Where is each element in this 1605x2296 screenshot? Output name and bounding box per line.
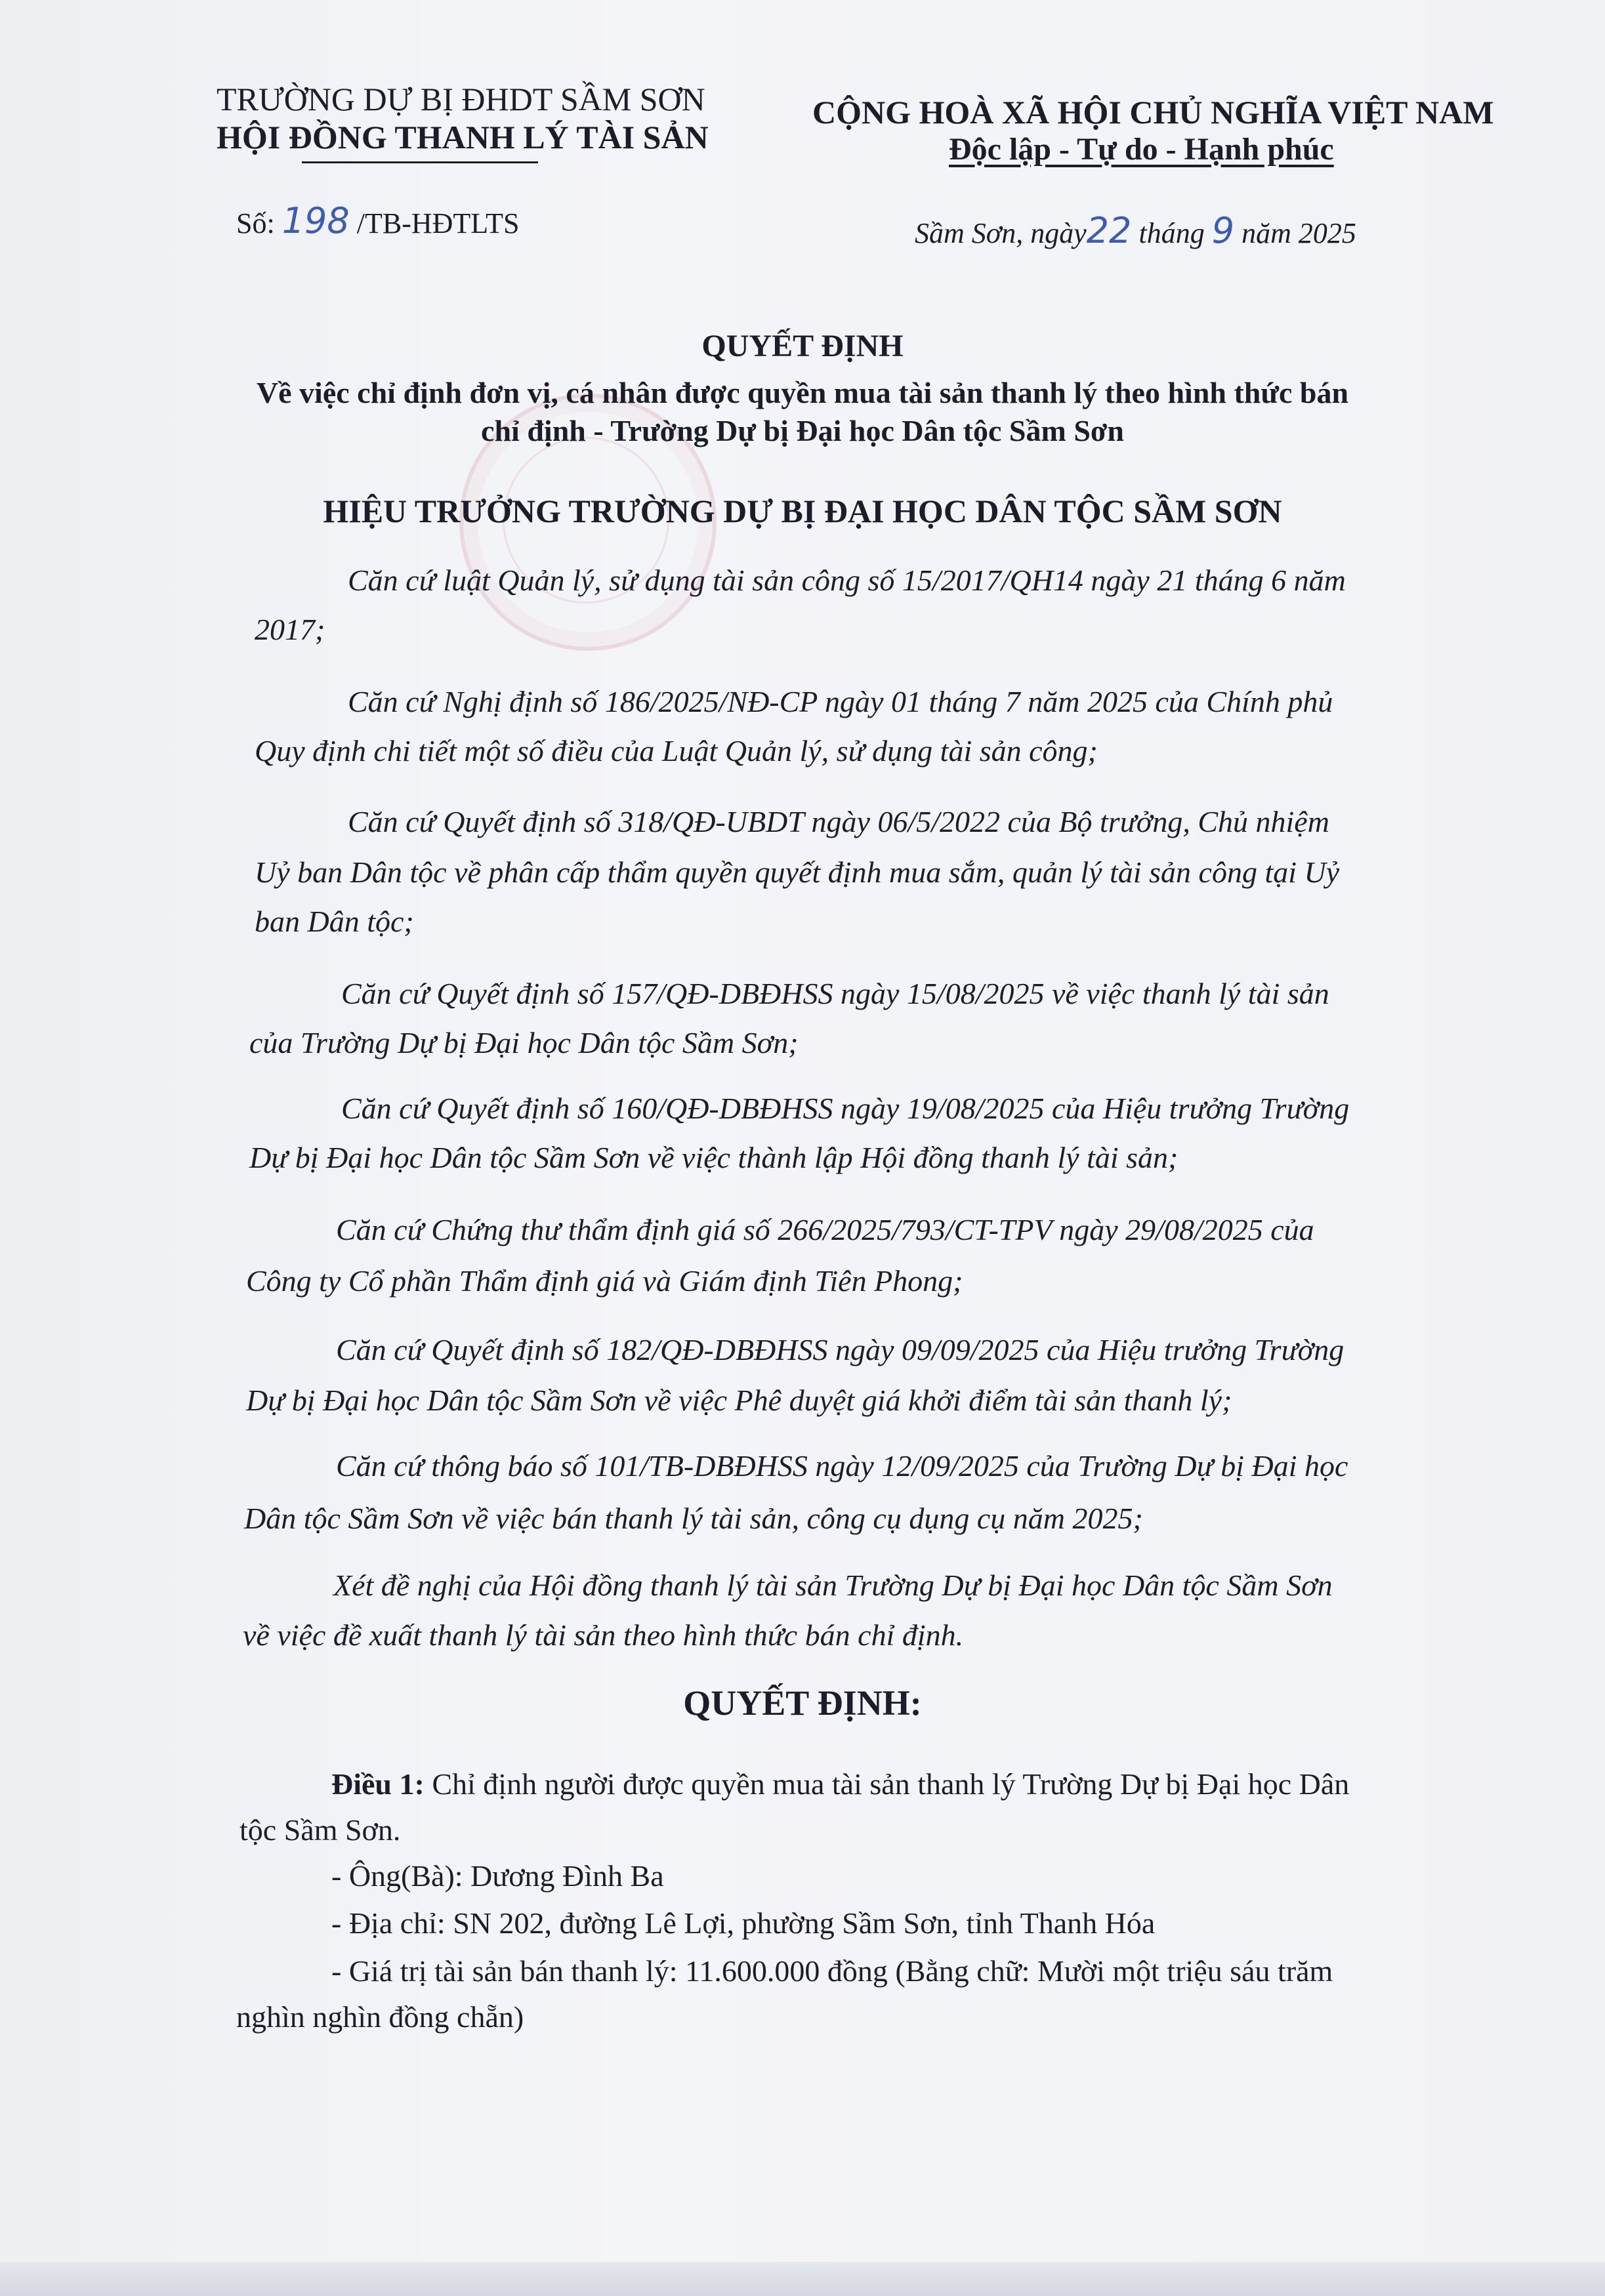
preamble-line: Căn cứ luật Quản lý, sử dụng tài sản công số 15/2017/QH14 ngày 21 tháng 6 năm bbox=[348, 564, 1346, 597]
preamble-line: Dự bị Đại học Dân tộc Sầm Sơn về việc Phê duyệt giá khởi điểm tài sản thanh lý; bbox=[246, 1384, 1232, 1417]
preamble-line: Công ty Cổ phần Thẩm định giá và Giám định Tiên Phong; bbox=[246, 1264, 963, 1298]
document-date: Sầm Sơn, ngày22 tháng 9 năm 2025 bbox=[915, 210, 1356, 251]
decision-heading: QUYẾT ĐỊNH: bbox=[683, 1683, 922, 1723]
council-name: HỘI ĐỒNG THANH LÝ TÀI SẢN bbox=[217, 118, 709, 156]
document-number: Số: 198 /TB-HĐTLTS bbox=[236, 200, 520, 241]
handwritten-month: 9 bbox=[1211, 210, 1235, 251]
decision-title: QUYẾT ĐỊNH bbox=[701, 329, 904, 363]
preamble-line: Quy định chi tiết một số điều của Luật Quản lý, sử dụng tài sản công; bbox=[255, 734, 1098, 768]
preamble-line: Căn cứ Quyết định số 157/QĐ-DBĐHSS ngày 15/08/2025 về việc thanh lý tài sản bbox=[341, 977, 1329, 1010]
preamble-line: Dự bị Đại học Dân tộc Sầm Sơn về việc thành lập Hội đồng thanh lý tài sản; bbox=[249, 1141, 1178, 1174]
preamble-line: 2017; bbox=[255, 613, 325, 646]
handwritten-number: 198 bbox=[281, 200, 350, 241]
article-1-label: Điều 1: bbox=[331, 1767, 425, 1801]
sale-value: - Giá trị tài sản bán thanh lý: 11.600.000 đồng (Bằng chữ: Mười một triệu sáu trăm bbox=[331, 1954, 1333, 1988]
nation-title: CỘNG HOÀ XÃ HỘI CHỦ NGHĨA VIỆT NAM bbox=[812, 94, 1494, 131]
preamble-line: Căn cứ Chứng thư thẩm định giá số 266/2025/793/CT-TPV ngày 29/08/2025 của bbox=[336, 1213, 1314, 1246]
sale-value-words: nghìn nghìn đồng chẵn) bbox=[236, 2000, 524, 2034]
preamble-line: của Trường Dự bị Đại học Dân tộc Sầm Sơn; bbox=[249, 1026, 799, 1059]
article-1-cont: tộc Sầm Sơn. bbox=[240, 1813, 401, 1847]
buyer-name: - Ông(Bà): Dương Đình Ba bbox=[331, 1859, 664, 1893]
issuing-authority: HIỆU TRƯỞNG TRƯỜNG DỰ BỊ ĐẠI HỌC DÂN TỘC SẦM SƠN bbox=[323, 493, 1282, 529]
preamble-line: Căn cứ Quyết định số 160/QĐ-DBĐHSS ngày 19/08/2025 của Hiệu trưởng Trường bbox=[341, 1092, 1350, 1125]
preamble-line: Uỷ ban Dân tộc về phân cấp thẩm quyền quyết định mua sắm, quản lý tài sản công tại Uỷ bbox=[255, 855, 1340, 889]
preamble-line: ban Dân tộc; bbox=[255, 905, 414, 938]
preamble-line: Dân tộc Sầm Sơn về việc bán thanh lý tài sản, công cụ dụng cụ năm 2025; bbox=[244, 1502, 1143, 1535]
org-name: TRƯỜNG DỰ BỊ ĐHDT SẦM SƠN bbox=[217, 81, 705, 117]
preamble-line: Xét đề nghị của Hội đồng thanh lý tài sản Trường Dự bị Đại học Dân tộc Sầm Sơn bbox=[333, 1568, 1333, 1602]
article-1-line: Điều 1: Chỉ định người được quyền mua tài sản thanh lý Trường Dự bị Đại học Dân bbox=[331, 1767, 1350, 1801]
handwritten-day: 22 bbox=[1086, 210, 1132, 251]
preamble-line: Căn cứ thông báo số 101/TB-DBĐHSS ngày 12/09/2025 của Trường Dự bị Đại học bbox=[336, 1449, 1348, 1483]
preamble-line: về việc đề xuất thanh lý tài sản theo hình thức bán chỉ định. bbox=[243, 1618, 964, 1652]
nation-motto: Độc lập - Tự do - Hạnh phúc bbox=[949, 132, 1334, 167]
scan-bottom-edge bbox=[0, 2262, 1605, 2296]
decision-subject-line1: Về việc chỉ định đơn vị, cá nhân được quyền mua tài sản thanh lý theo hình thức bán bbox=[256, 376, 1349, 409]
preamble-line: Căn cứ Nghị định số 186/2025/NĐ-CP ngày 01 tháng 7 năm 2025 của Chính phủ bbox=[348, 685, 1333, 718]
preamble-line: Căn cứ Quyết định số 182/QĐ-DBĐHSS ngày 09/09/2025 của Hiệu trưởng Trường bbox=[336, 1333, 1344, 1366]
preamble-line: Căn cứ Quyết định số 318/QĐ-UBDT ngày 06/5/2022 của Bộ trưởng, Chủ nhiệm bbox=[348, 805, 1329, 838]
buyer-address: - Địa chỉ: SN 202, đường Lê Lợi, phường Sầm Sơn, tỉnh Thanh Hóa bbox=[331, 1906, 1156, 1940]
decision-subject-line2: chỉ định - Trường Dự bị Đại học Dân tộc Sầm Sơn bbox=[481, 414, 1124, 447]
